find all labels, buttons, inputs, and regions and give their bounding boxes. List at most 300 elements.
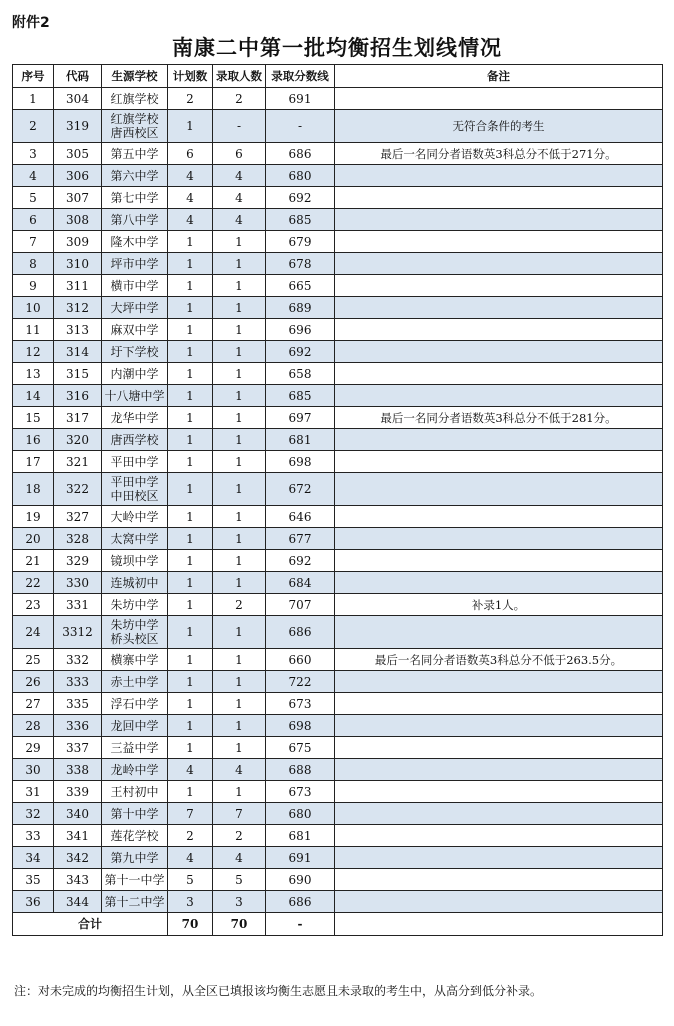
- cell-school: 镜坝中学: [102, 550, 168, 572]
- cell-no: 11: [13, 319, 54, 341]
- cell-code: 331: [54, 594, 102, 616]
- cell-score: 681: [266, 825, 335, 847]
- cell-score: 646: [266, 506, 335, 528]
- cell-score: 686: [266, 616, 335, 649]
- cell-school: 第九中学: [102, 847, 168, 869]
- cell-remark: [335, 319, 663, 341]
- table-row: [13, 319, 663, 341]
- cell-plan: 4: [168, 847, 213, 869]
- cell-no: 9: [13, 275, 54, 297]
- cell-score: 680: [266, 803, 335, 825]
- cell-no: 21: [13, 550, 54, 572]
- cell-score: 690: [266, 869, 335, 891]
- cell-score: 691: [266, 88, 335, 110]
- cell-score: 692: [266, 550, 335, 572]
- table-row: [13, 385, 663, 407]
- cell-code: 338: [54, 759, 102, 781]
- table-row: [13, 209, 663, 231]
- cell-score: 696: [266, 319, 335, 341]
- cell-admitted: 4: [213, 165, 266, 187]
- cell-remark: [335, 572, 663, 594]
- cell-code: 307: [54, 187, 102, 209]
- attachment-label: 附件2: [12, 15, 50, 31]
- cell-score: 697: [266, 407, 335, 429]
- cell-plan: 4: [168, 759, 213, 781]
- table-row: [13, 781, 663, 803]
- cell-score: 665: [266, 275, 335, 297]
- cell-no: 34: [13, 847, 54, 869]
- cell-admitted: 1: [213, 506, 266, 528]
- cell-score: 681: [266, 429, 335, 451]
- cell-no: 22: [13, 572, 54, 594]
- cell-code: 327: [54, 506, 102, 528]
- cell-school: 平田中学 中田校区: [102, 473, 168, 506]
- cell-code: 342: [54, 847, 102, 869]
- cell-admitted: 1: [213, 253, 266, 275]
- cell-no: 4: [13, 165, 54, 187]
- cell-admitted: 1: [213, 385, 266, 407]
- cell-remark: 最后一名同分者语数英3科总分不低于281分。: [335, 407, 663, 429]
- cell-plan: 1: [168, 781, 213, 803]
- total-plan: 70: [168, 913, 213, 936]
- cell-code: 310: [54, 253, 102, 275]
- cell-score: 692: [266, 187, 335, 209]
- total-score: -: [266, 913, 335, 936]
- cell-remark: [335, 693, 663, 715]
- cell-school: 横寨中学: [102, 649, 168, 671]
- cell-school: 大岭中学: [102, 506, 168, 528]
- cell-code: 341: [54, 825, 102, 847]
- cell-score: 680: [266, 165, 335, 187]
- cell-score: 691: [266, 847, 335, 869]
- cell-plan: 1: [168, 297, 213, 319]
- table-row: [13, 891, 663, 913]
- cell-admitted: 1: [213, 715, 266, 737]
- cell-remark: [335, 671, 663, 693]
- cell-code: 309: [54, 231, 102, 253]
- cell-remark: [335, 451, 663, 473]
- cell-code: 313: [54, 319, 102, 341]
- cell-admitted: 1: [213, 451, 266, 473]
- cell-remark: [335, 616, 663, 649]
- cell-admitted: 1: [213, 649, 266, 671]
- header-code: 代码: [54, 65, 102, 88]
- cell-remark: [335, 550, 663, 572]
- cell-plan: 1: [168, 528, 213, 550]
- cell-school: 第十二中学: [102, 891, 168, 913]
- cell-score: 686: [266, 143, 335, 165]
- table-row: [13, 594, 663, 616]
- cell-admitted: 1: [213, 341, 266, 363]
- cell-school: 三益中学: [102, 737, 168, 759]
- header-remark: 备注: [335, 65, 663, 88]
- cell-no: 23: [13, 594, 54, 616]
- cell-code: 336: [54, 715, 102, 737]
- cell-score: 707: [266, 594, 335, 616]
- cell-score: 673: [266, 781, 335, 803]
- total-remark: [335, 913, 663, 936]
- cell-plan: 1: [168, 473, 213, 506]
- cell-no: 5: [13, 187, 54, 209]
- cell-plan: 1: [168, 737, 213, 759]
- cell-admitted: 4: [213, 209, 266, 231]
- cell-plan: 1: [168, 110, 213, 143]
- cell-plan: 1: [168, 616, 213, 649]
- cell-no: 2: [13, 110, 54, 143]
- cell-school: 麻双中学: [102, 319, 168, 341]
- cell-school: 十八塘中学: [102, 385, 168, 407]
- cell-school: 圩下学校: [102, 341, 168, 363]
- cell-no: 30: [13, 759, 54, 781]
- cell-plan: 1: [168, 429, 213, 451]
- cell-remark: [335, 781, 663, 803]
- cell-school: 浮石中学: [102, 693, 168, 715]
- table-row: [13, 143, 663, 165]
- table-row: [13, 275, 663, 297]
- cell-remark: [335, 528, 663, 550]
- cell-plan: 1: [168, 506, 213, 528]
- cell-remark: [335, 759, 663, 781]
- header-school: 生源学校: [102, 65, 168, 88]
- cell-score: 673: [266, 693, 335, 715]
- cell-plan: 1: [168, 550, 213, 572]
- cell-plan: 1: [168, 253, 213, 275]
- cell-remark: [335, 275, 663, 297]
- cell-remark: [335, 165, 663, 187]
- cell-no: 29: [13, 737, 54, 759]
- cell-school: 内潮中学: [102, 363, 168, 385]
- cell-score: 679: [266, 231, 335, 253]
- cell-plan: 1: [168, 572, 213, 594]
- cell-school: 太窝中学: [102, 528, 168, 550]
- cell-score: 685: [266, 209, 335, 231]
- cell-no: 36: [13, 891, 54, 913]
- cell-admitted: 5: [213, 869, 266, 891]
- cell-no: 17: [13, 451, 54, 473]
- table-row: [13, 737, 663, 759]
- cell-code: 311: [54, 275, 102, 297]
- cell-school: 朱坊中学: [102, 594, 168, 616]
- cell-code: 308: [54, 209, 102, 231]
- cell-score: 692: [266, 341, 335, 363]
- cell-remark: [335, 825, 663, 847]
- cell-admitted: 1: [213, 572, 266, 594]
- table-row: [13, 165, 663, 187]
- cell-no: 12: [13, 341, 54, 363]
- cell-school: 唐西学校: [102, 429, 168, 451]
- cell-plan: 1: [168, 715, 213, 737]
- cell-admitted: 1: [213, 231, 266, 253]
- cell-score: 677: [266, 528, 335, 550]
- cell-plan: 2: [168, 825, 213, 847]
- table-row: [13, 506, 663, 528]
- cell-remark: [335, 715, 663, 737]
- table-row: [13, 88, 663, 110]
- cell-admitted: 7: [213, 803, 266, 825]
- cell-no: 10: [13, 297, 54, 319]
- cell-code: 335: [54, 693, 102, 715]
- cell-remark: 最后一名同分者语数英3科总分不低于271分。: [335, 143, 663, 165]
- cell-admitted: 2: [213, 825, 266, 847]
- cell-no: 35: [13, 869, 54, 891]
- cell-no: 28: [13, 715, 54, 737]
- cell-school: 龙回中学: [102, 715, 168, 737]
- cell-remark: 最后一名同分者语数英3科总分不低于263.5分。: [335, 649, 663, 671]
- table-row: [13, 572, 663, 594]
- header-admitted: 录取人数: [213, 65, 266, 88]
- table-row: [13, 429, 663, 451]
- cell-remark: [335, 803, 663, 825]
- cell-plan: 4: [168, 165, 213, 187]
- cell-plan: 3: [168, 891, 213, 913]
- cell-score: -: [266, 110, 335, 143]
- cell-remark: 无符合条件的考生: [335, 110, 663, 143]
- cell-code: 343: [54, 869, 102, 891]
- cell-code: 330: [54, 572, 102, 594]
- cell-no: 26: [13, 671, 54, 693]
- cell-code: 320: [54, 429, 102, 451]
- cell-score: 722: [266, 671, 335, 693]
- table-row: [13, 671, 663, 693]
- cell-plan: 1: [168, 649, 213, 671]
- cell-admitted: 1: [213, 528, 266, 550]
- page-title: 南康二中第一批均衡招生划线情况: [172, 35, 502, 60]
- cell-admitted: 1: [213, 297, 266, 319]
- cell-plan: 1: [168, 275, 213, 297]
- table-row: [13, 616, 663, 649]
- cell-code: 329: [54, 550, 102, 572]
- cell-plan: 5: [168, 869, 213, 891]
- cell-remark: [335, 473, 663, 506]
- cell-score: 686: [266, 891, 335, 913]
- table-row: [13, 550, 663, 572]
- header-score: 录取分数线: [266, 65, 335, 88]
- cell-plan: 4: [168, 187, 213, 209]
- cell-plan: 1: [168, 451, 213, 473]
- cell-remark: [335, 385, 663, 407]
- cell-admitted: 4: [213, 759, 266, 781]
- cell-remark: [335, 209, 663, 231]
- cell-score: 660: [266, 649, 335, 671]
- table-header-row: [13, 65, 663, 88]
- cell-school: 连城初中: [102, 572, 168, 594]
- cell-school: 横市中学: [102, 275, 168, 297]
- cell-admitted: 4: [213, 847, 266, 869]
- cell-school: 第五中学: [102, 143, 168, 165]
- cell-remark: 补录1人。: [335, 594, 663, 616]
- cell-admitted: 1: [213, 616, 266, 649]
- cell-school: 平田中学: [102, 451, 168, 473]
- cell-code: 314: [54, 341, 102, 363]
- cell-code: 305: [54, 143, 102, 165]
- table-row: [13, 363, 663, 385]
- cell-score: 698: [266, 715, 335, 737]
- cell-no: 16: [13, 429, 54, 451]
- cell-admitted: 4: [213, 187, 266, 209]
- cell-plan: 4: [168, 209, 213, 231]
- cell-plan: 1: [168, 594, 213, 616]
- cell-plan: 1: [168, 385, 213, 407]
- cell-remark: [335, 506, 663, 528]
- admission-table: [12, 64, 663, 936]
- cell-school: 第十一中学: [102, 869, 168, 891]
- cell-code: 339: [54, 781, 102, 803]
- cell-remark: [335, 363, 663, 385]
- cell-code: 328: [54, 528, 102, 550]
- total-label: 合计: [13, 913, 168, 936]
- cell-score: 678: [266, 253, 335, 275]
- cell-code: 333: [54, 671, 102, 693]
- cell-score: 675: [266, 737, 335, 759]
- cell-school: 第十中学: [102, 803, 168, 825]
- cell-remark: [335, 341, 663, 363]
- cell-school: 大坪中学: [102, 297, 168, 319]
- cell-admitted: 1: [213, 671, 266, 693]
- cell-admitted: 3: [213, 891, 266, 913]
- cell-score: 685: [266, 385, 335, 407]
- table-row: [13, 297, 663, 319]
- cell-code: 344: [54, 891, 102, 913]
- table-row: [13, 451, 663, 473]
- cell-remark: [335, 891, 663, 913]
- cell-remark: [335, 297, 663, 319]
- footnote: 注：对未完成的均衡招生计划，从全区已填报该均衡生志愿且未录取的考生中，从高分到低分补录。: [14, 984, 543, 998]
- cell-admitted: 6: [213, 143, 266, 165]
- table-row: [13, 693, 663, 715]
- cell-no: 13: [13, 363, 54, 385]
- cell-admitted: 1: [213, 693, 266, 715]
- cell-remark: [335, 231, 663, 253]
- cell-remark: [335, 429, 663, 451]
- cell-school: 龙岭中学: [102, 759, 168, 781]
- table-row: [13, 825, 663, 847]
- cell-admitted: 1: [213, 429, 266, 451]
- cell-remark: [335, 847, 663, 869]
- table-row: [13, 847, 663, 869]
- cell-school: 王村初中: [102, 781, 168, 803]
- table-row: [13, 253, 663, 275]
- table-body: [13, 88, 663, 913]
- cell-admitted: -: [213, 110, 266, 143]
- table-row: [13, 110, 663, 143]
- cell-school: 红旗学校 唐西校区: [102, 110, 168, 143]
- cell-plan: 6: [168, 143, 213, 165]
- cell-no: 6: [13, 209, 54, 231]
- cell-remark: [335, 869, 663, 891]
- cell-admitted: 2: [213, 594, 266, 616]
- table-row: [13, 803, 663, 825]
- cell-school: 龙华中学: [102, 407, 168, 429]
- table-row: [13, 473, 663, 506]
- cell-plan: 1: [168, 671, 213, 693]
- table-row: [13, 341, 663, 363]
- header-no: 序号: [13, 65, 54, 88]
- cell-code: 317: [54, 407, 102, 429]
- cell-remark: [335, 737, 663, 759]
- cell-remark: [335, 253, 663, 275]
- cell-plan: 7: [168, 803, 213, 825]
- cell-score: 688: [266, 759, 335, 781]
- cell-no: 25: [13, 649, 54, 671]
- table-row: [13, 649, 663, 671]
- cell-plan: 2: [168, 88, 213, 110]
- cell-no: 14: [13, 385, 54, 407]
- cell-no: 19: [13, 506, 54, 528]
- cell-admitted: 1: [213, 473, 266, 506]
- cell-code: 316: [54, 385, 102, 407]
- cell-plan: 1: [168, 341, 213, 363]
- total-admitted: 70: [213, 913, 266, 936]
- cell-no: 18: [13, 473, 54, 506]
- cell-school: 第六中学: [102, 165, 168, 187]
- cell-code: 304: [54, 88, 102, 110]
- cell-school: 赤土中学: [102, 671, 168, 693]
- cell-admitted: 1: [213, 781, 266, 803]
- cell-plan: 1: [168, 407, 213, 429]
- cell-code: 315: [54, 363, 102, 385]
- cell-no: 20: [13, 528, 54, 550]
- cell-remark: [335, 88, 663, 110]
- cell-school: 红旗学校: [102, 88, 168, 110]
- cell-code: 337: [54, 737, 102, 759]
- cell-code: 319: [54, 110, 102, 143]
- cell-no: 24: [13, 616, 54, 649]
- cell-no: 27: [13, 693, 54, 715]
- cell-no: 32: [13, 803, 54, 825]
- total-row: [13, 913, 663, 936]
- cell-code: 321: [54, 451, 102, 473]
- cell-score: 658: [266, 363, 335, 385]
- table-row: [13, 869, 663, 891]
- cell-score: 689: [266, 297, 335, 319]
- cell-plan: 1: [168, 231, 213, 253]
- table-row: [13, 187, 663, 209]
- cell-no: 33: [13, 825, 54, 847]
- cell-code: 306: [54, 165, 102, 187]
- cell-plan: 1: [168, 363, 213, 385]
- cell-score: 698: [266, 451, 335, 473]
- cell-admitted: 1: [213, 737, 266, 759]
- table-row: [13, 231, 663, 253]
- cell-school: 第八中学: [102, 209, 168, 231]
- cell-no: 8: [13, 253, 54, 275]
- cell-admitted: 2: [213, 88, 266, 110]
- table-row: [13, 528, 663, 550]
- header-plan: 计划数: [168, 65, 213, 88]
- cell-remark: [335, 187, 663, 209]
- cell-admitted: 1: [213, 319, 266, 341]
- cell-code: 340: [54, 803, 102, 825]
- table-row: [13, 759, 663, 781]
- table-row: [13, 407, 663, 429]
- cell-score: 672: [266, 473, 335, 506]
- cell-no: 3: [13, 143, 54, 165]
- cell-no: 15: [13, 407, 54, 429]
- cell-school: 第七中学: [102, 187, 168, 209]
- cell-score: 684: [266, 572, 335, 594]
- cell-plan: 1: [168, 693, 213, 715]
- cell-school: 朱坊中学 桥头校区: [102, 616, 168, 649]
- cell-no: 7: [13, 231, 54, 253]
- cell-admitted: 1: [213, 407, 266, 429]
- cell-no: 31: [13, 781, 54, 803]
- cell-code: 332: [54, 649, 102, 671]
- cell-code: 322: [54, 473, 102, 506]
- cell-code: 3312: [54, 616, 102, 649]
- table-row: [13, 715, 663, 737]
- cell-school: 隆木中学: [102, 231, 168, 253]
- cell-admitted: 1: [213, 550, 266, 572]
